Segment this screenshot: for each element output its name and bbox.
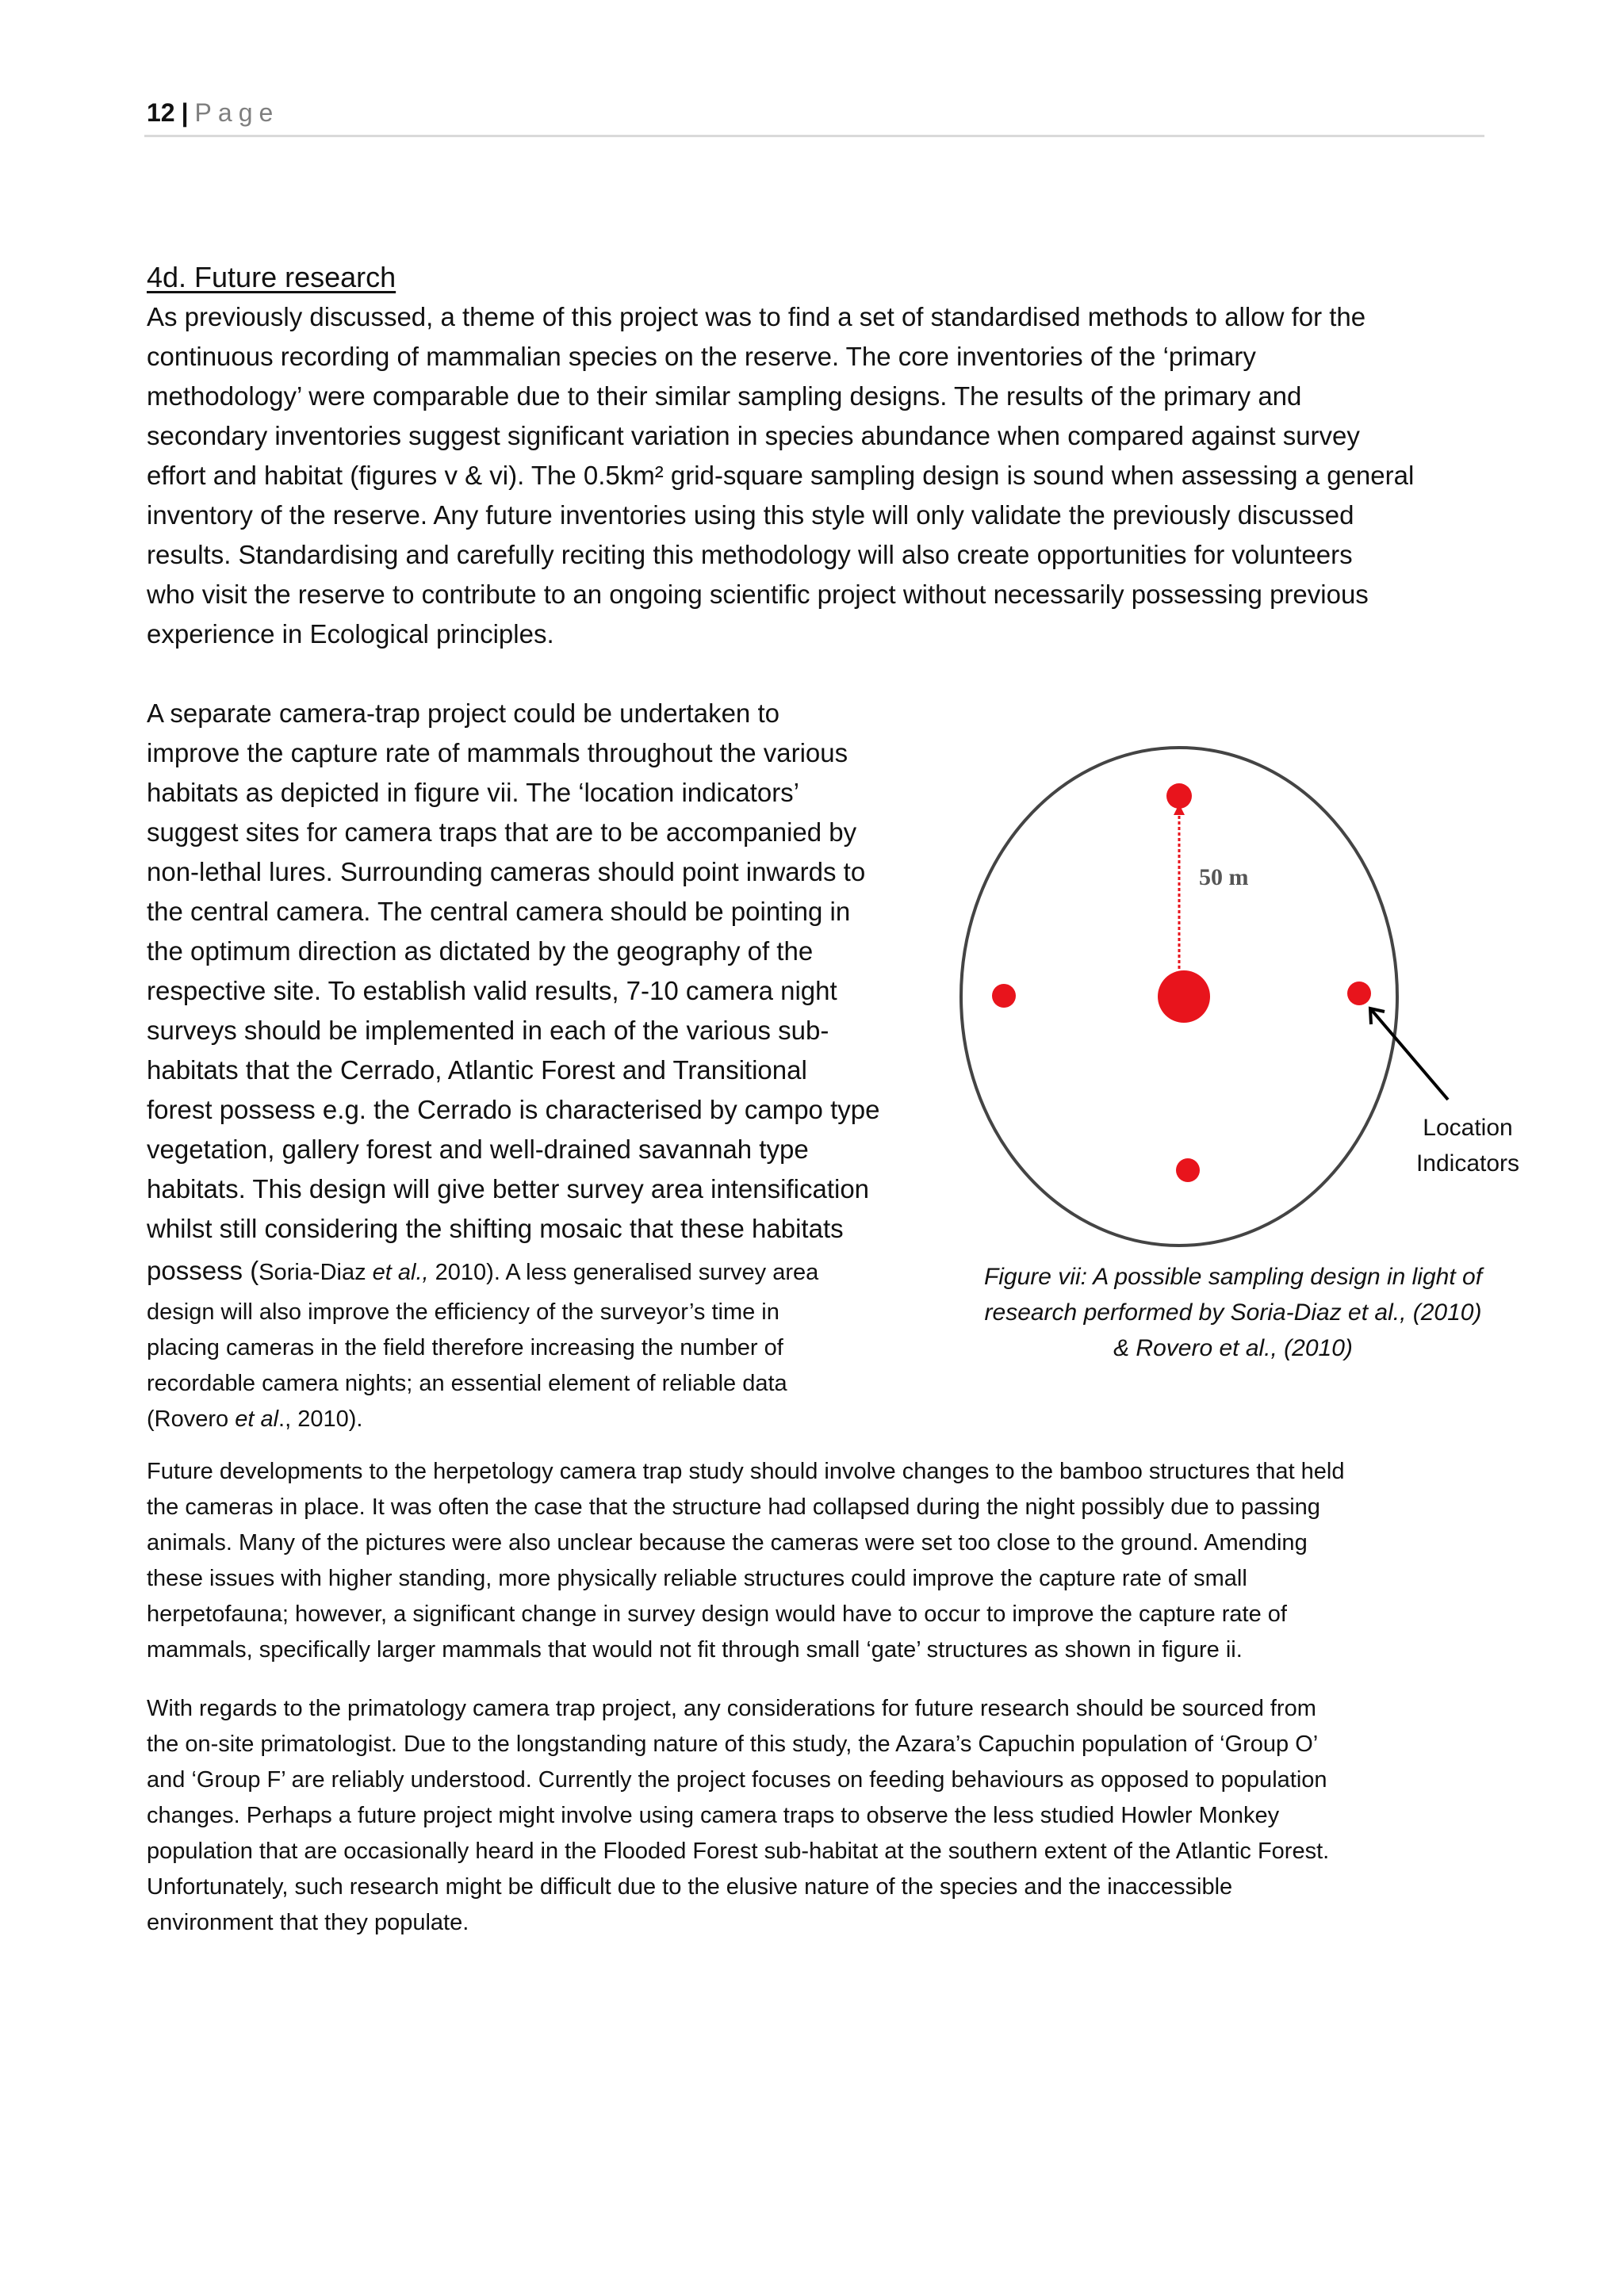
text-line: recordable camera nights; an essential element of reliable data — [147, 1371, 787, 1396]
text-line: surveys should be implemented in each of the various sub- — [147, 1016, 829, 1045]
text-line: these issues with higher standing, more physically reliable structures could improve the capture rate of small — [147, 1566, 1247, 1591]
figure-caption — [952, 1259, 1515, 1366]
text-line: who visit the reserve to contribute to an ongoing scientific project without necessarily possessing previous — [147, 580, 1369, 609]
text-line: A separate camera-trap project could be undertaken to — [147, 698, 779, 728]
text-line: results. Standardising and carefully reciting this methodology will also create opportunities for volunteers — [147, 540, 1353, 569]
text-line — [147, 1251, 928, 1295]
text-line: population that are occasionally heard in the Flooded Forest sub-habitat at the southern extent of the Atlantic Forest. — [147, 1839, 1330, 1864]
text-fragment: 2010). A less generalised survey area — [428, 1260, 819, 1285]
caption-line: research performed by Soria-Diaz et al., (2010) — [984, 1299, 1482, 1326]
text-line: environment that they populate. — [147, 1910, 469, 1935]
text-line: continuous recording of mammalian species on the reserve. The core inventories of the ‘primary — [147, 342, 1256, 371]
header-rule — [144, 135, 1484, 137]
text-line: effort and habitat (figures v & vi). The 0.5km² grid-square sampling design is sound when assessing a general — [147, 461, 1415, 490]
paragraph-herpetology — [147, 1454, 1487, 1668]
paragraph-camera-trap-project-cont — [147, 1251, 928, 1437]
text-line: mammals, specifically larger mammals that would not fit through small ‘gate’ structures as shown in figure ii. — [147, 1637, 1243, 1663]
text-line: design will also improve the efficiency of the surveyor’s time in — [147, 1299, 779, 1325]
text-line: vegetation, gallery forest and well-drained savannah type — [147, 1135, 809, 1164]
text-line: non-lethal lures. Surrounding cameras should point inwards to — [147, 857, 866, 886]
location-indicator-right — [1347, 982, 1371, 1005]
caption-line: & Rovero et al., (2010) — [1113, 1335, 1353, 1361]
distance-label: 50 m — [1199, 864, 1249, 890]
caption-line: Figure vii: A possible sampling design in light of — [983, 1264, 1483, 1290]
header-separator: | — [181, 98, 189, 127]
page-number: 12 — [147, 98, 175, 127]
text-line: changes. Perhaps a future project might involve using camera traps to observe the less studied Howler Monkey — [147, 1803, 1280, 1828]
text-line: As previously discussed, a theme of this project was to find a set of standardised methods to allow for the — [147, 302, 1366, 331]
text-line: habitats as depicted in figure vii. The ‘location indicators’ — [147, 778, 800, 807]
text-line: Unfortunately, such research might be difficult due to the elusive nature of the species and the inaccessible — [147, 1874, 1233, 1900]
text-line: animals. Many of the pictures were also unclear because the cameras were set too close to the ground. Amending — [147, 1530, 1308, 1556]
citation-author: (Rovero — [147, 1406, 236, 1432]
text-fragment: ., 2010). — [278, 1406, 363, 1432]
section-heading: 4d. Future research — [147, 261, 396, 293]
paragraph-primatology — [147, 1691, 1487, 1941]
text-line: forest possess e.g. the Cerrado is characterised by campo type — [147, 1095, 880, 1124]
text-line: suggest sites for camera traps that are to be accompanied by — [147, 817, 857, 847]
text-line: the central camera. The central camera should be pointing in — [147, 897, 851, 926]
text-line: habitats. This design will give better survey area intensification — [147, 1174, 870, 1203]
text-fragment: possess ( — [147, 1256, 259, 1285]
citation-author: Soria-Diaz — [259, 1260, 373, 1285]
citation-etal: et al — [235, 1406, 279, 1432]
location-indicator-bottom — [1176, 1158, 1200, 1182]
text-line: respective site. To establish valid results, 7-10 camera night — [147, 976, 837, 1005]
location-indicator-top — [1166, 783, 1192, 809]
text-line: herpetofauna; however, a significant change in survey design would have to occur to improve the capture rate of — [147, 1601, 1287, 1627]
text-line: whilst still considering the shifting mosaic that these habitats — [147, 1214, 844, 1243]
page-word: Page — [194, 98, 280, 127]
citation-etal: et al., — [372, 1260, 429, 1285]
text-line: the optimum direction as dictated by the geography of the — [147, 936, 814, 966]
text-line: improve the capture rate of mammals throughout the various — [147, 738, 848, 767]
text-line: methodology’ were comparable due to their similar sampling designs. The results of the primary and — [147, 381, 1302, 411]
text-line: With regards to the primatology camera trap project, any considerations for future research should be sourced from — [147, 1696, 1316, 1721]
location-indicator-left — [992, 984, 1016, 1008]
text-line — [147, 1402, 928, 1437]
text-line: secondary inventories suggest significant variation in species abundance when compared against survey — [147, 421, 1360, 450]
text-line: and ‘Group F’ are reliably understood. Currently the project focuses on feeding behaviours as opposed to population — [147, 1767, 1327, 1793]
text-line: inventory of the reserve. Any future inventories using this style will only validate the previously discussed — [147, 500, 1354, 530]
sampling-design-figure — [936, 714, 1570, 1269]
text-line: the cameras in place. It was often the case that the structure had collapsed during the night possibly due to passing — [147, 1494, 1320, 1520]
text-line: the on-site primatologist. Due to the longstanding nature of this study, the Azara’s Capuchin population of ‘Group O’ — [147, 1732, 1319, 1757]
central-camera — [1158, 970, 1210, 1023]
text-line: experience in Ecological principles. — [147, 619, 554, 649]
text-line: placing cameras in the field therefore increasing the number of — [147, 1335, 783, 1360]
paragraph-standardised-methods — [147, 297, 1487, 654]
paragraph-camera-trap-project — [147, 694, 928, 1249]
text-line: Future developments to the herpetology camera trap study should involve changes to the bamboo structures that held — [147, 1459, 1345, 1484]
annotation-label-line2: Indicators — [1415, 1150, 1520, 1177]
page-header — [147, 95, 279, 130]
text-line: habitats that the Cerrado, Atlantic Forest and Transitional — [147, 1055, 807, 1085]
annotation-label-line1: Location — [1423, 1115, 1513, 1141]
